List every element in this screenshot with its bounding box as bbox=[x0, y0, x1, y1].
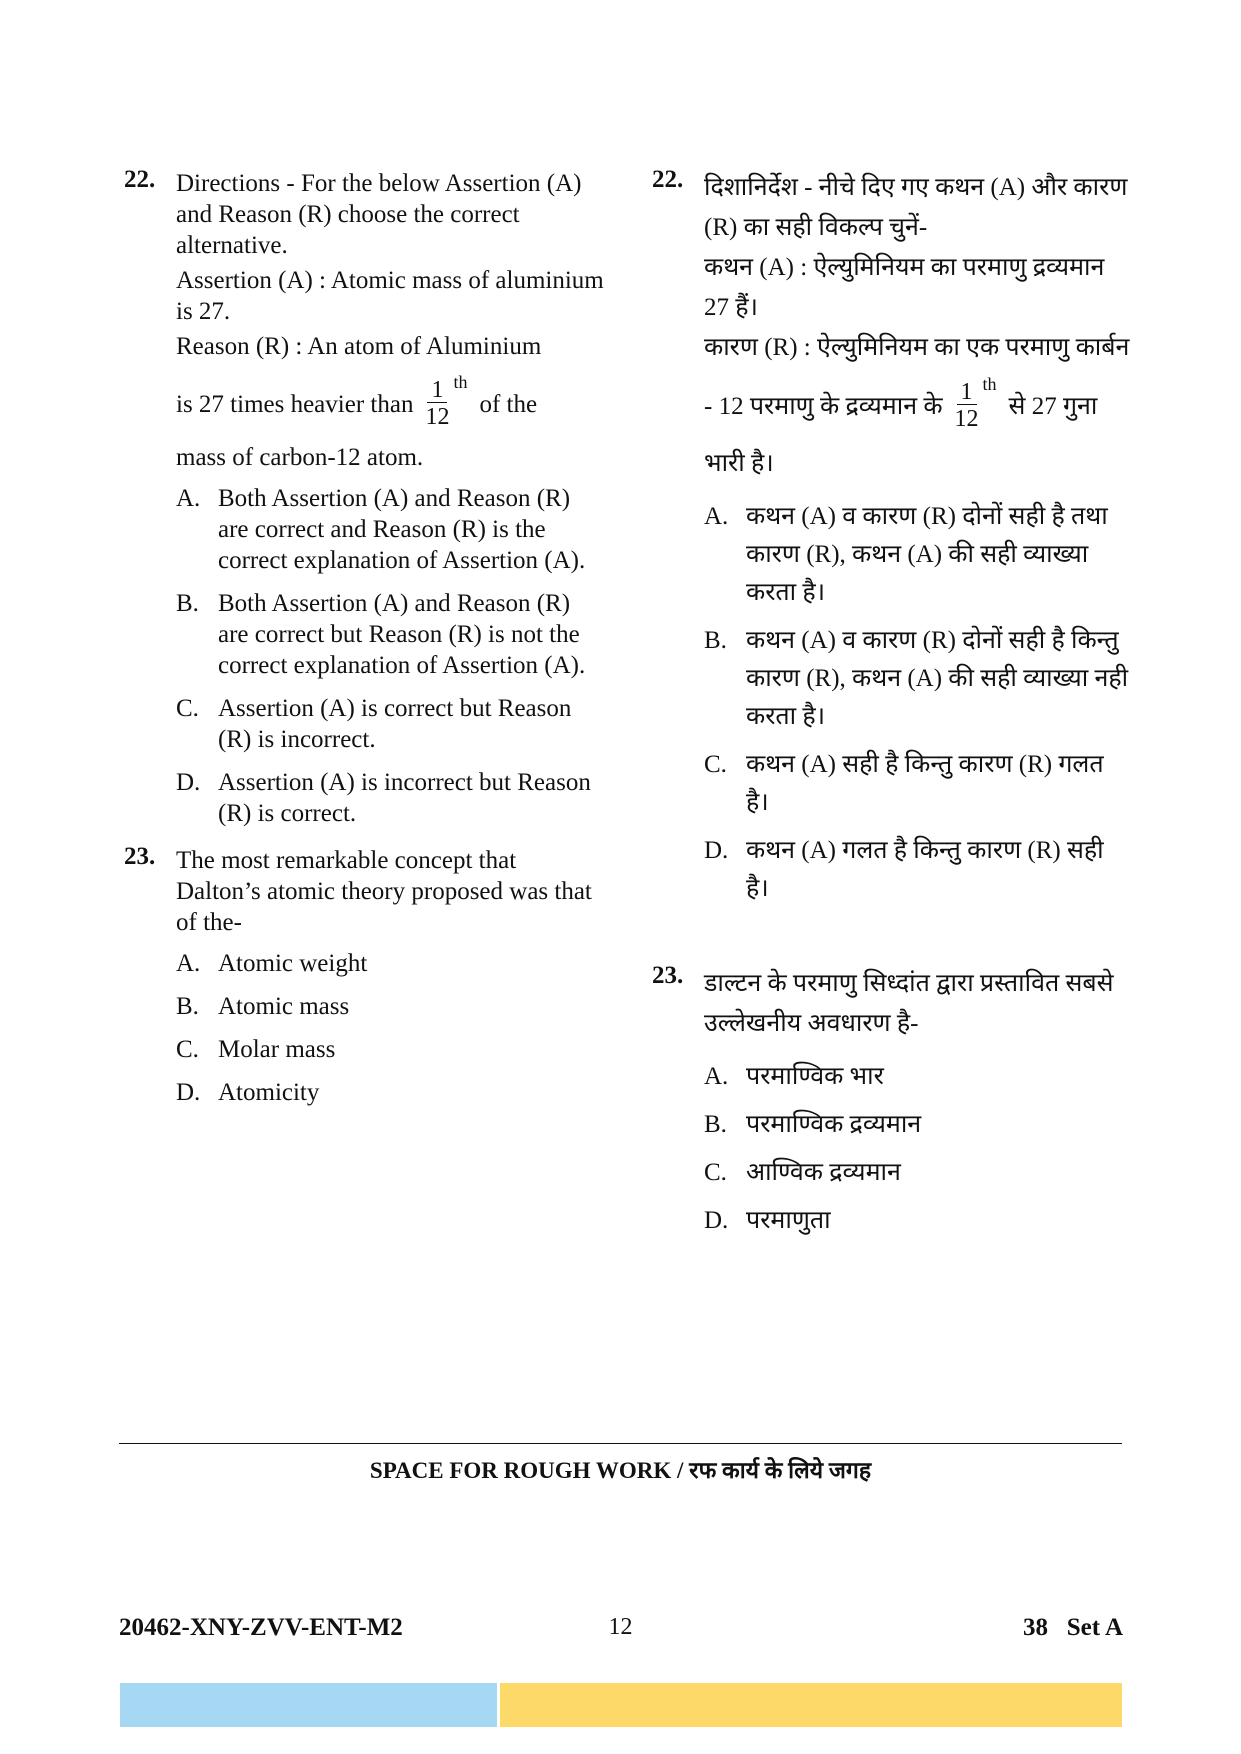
reason-mid-before: - 12 परमाणु के द्रव्यमान के bbox=[704, 392, 943, 420]
set-label: 38 Set A bbox=[1023, 1614, 1123, 1641]
option-a: A. Atomic weight bbox=[176, 950, 368, 977]
directions-text: दिशानिर्देश - नीचे दिए गए कथन (A) और कारण (R) का सही विकल्प चुनें- bbox=[704, 174, 1128, 241]
fraction-numerator: 1 bbox=[957, 380, 977, 405]
reason-fraction-line bbox=[176, 366, 604, 442]
options-list bbox=[704, 1058, 1132, 1240]
reason-text-end: mass of carbon-12 atom. bbox=[176, 444, 424, 471]
option-d: D. Atomicity bbox=[176, 1079, 320, 1106]
question-number: 23. bbox=[652, 962, 684, 989]
assertion-text: Assertion (A) : Atomic mass of aluminium is 27. bbox=[176, 267, 604, 325]
options-list bbox=[176, 948, 604, 1108]
question-22-en bbox=[124, 168, 604, 829]
option-d: D. परमाणुता bbox=[704, 1207, 831, 1234]
reason-fraction-line bbox=[704, 368, 1132, 444]
option-b: B. कथन (A) व कारण (R) दोनों सही है किन्तु कारण (R), कथन (A) की सही व्याख्या नही करता है। bbox=[704, 627, 1129, 730]
reason-mid-after: से 27 गुना bbox=[1008, 392, 1098, 420]
option-a: A. Both Assertion (A) and Reason (R) are correct and Reason (R) is the correct explanation of Assertion (A). bbox=[176, 485, 586, 574]
option-c: C. Molar mass bbox=[176, 1036, 336, 1063]
fraction-denominator: 12 bbox=[954, 405, 979, 432]
question-22-hi bbox=[652, 168, 1132, 908]
question-text: डाल्टन के परमाणु सिध्दांत द्वारा प्रस्तावित सबसे उल्लेखनीय अवधारण है- bbox=[704, 970, 1114, 1037]
question-23-en bbox=[124, 845, 604, 1108]
question-number: 23. bbox=[124, 843, 156, 870]
option-a: A. परमाण्विक भार bbox=[704, 1063, 884, 1090]
reason-mid-before: is 27 times heavier than bbox=[176, 390, 414, 418]
english-column bbox=[124, 168, 604, 1120]
reason-text-start: कारण (R) : ऐल्युमिनियम का एक परमाणु कार्बन bbox=[704, 334, 1130, 361]
footer-bar-yellow bbox=[500, 1683, 1122, 1727]
question-23-hi bbox=[652, 964, 1132, 1240]
fraction bbox=[955, 380, 979, 433]
question-number: 22. bbox=[124, 166, 156, 193]
directions-text: Directions - For the below Assertion (A) and Reason (R) choose the correct alternative. bbox=[176, 170, 582, 259]
assertion-text: कथन (A) : ऐल्युमिनियम का परमाणु द्रव्यमान 27 हैं। bbox=[704, 254, 1105, 321]
rough-work-divider bbox=[119, 1443, 1122, 1444]
reason-text-end: भारी है। bbox=[704, 450, 774, 477]
hindi-column bbox=[652, 168, 1132, 1250]
option-b: B. Both Assertion (A) and Reason (R) are correct but Reason (R) is not the correct explanation of Assertion (A). bbox=[176, 590, 586, 679]
question-number: 22. bbox=[652, 166, 684, 193]
options-list bbox=[704, 498, 1132, 908]
option-d: D. Assertion (A) is incorrect but Reason (R) is correct. bbox=[176, 769, 591, 827]
footer-bar-blue bbox=[120, 1683, 497, 1727]
option-b: B. Atomic mass bbox=[176, 993, 350, 1020]
option-b: B. परमाण्विक द्रव्यमान bbox=[704, 1111, 922, 1138]
fraction-denominator: 12 bbox=[425, 403, 450, 430]
paper-code: 20462-XNY-ZVV-ENT-M2 bbox=[119, 1614, 403, 1641]
page-number: 12 bbox=[608, 1614, 633, 1640]
option-d: D. कथन (A) गलत है किन्तु कारण (R) सही है। bbox=[704, 837, 1104, 902]
option-c: C. आण्विक द्रव्यमान bbox=[704, 1159, 901, 1186]
question-text: The most remarkable concept that Dalton’s atomic theory proposed was that of the- bbox=[176, 847, 592, 936]
reason-text-start: Reason (R) : An atom of Aluminium bbox=[176, 333, 542, 360]
fraction-superscript: th bbox=[982, 373, 997, 394]
options-list bbox=[176, 483, 604, 829]
fraction bbox=[425, 378, 449, 431]
fraction-numerator: 1 bbox=[427, 378, 447, 403]
fraction-superscript: th bbox=[453, 371, 468, 392]
option-a: A. कथन (A) व कारण (R) दोनों सही है तथा कारण (R), कथन (A) की सही व्याख्या करता है। bbox=[704, 503, 1108, 606]
option-c: C. कथन (A) सही है किन्तु कारण (R) गलत है। bbox=[704, 751, 1104, 816]
option-c: C. Assertion (A) is correct but Reason (R) is incorrect. bbox=[176, 695, 572, 753]
reason-mid-after: of the bbox=[479, 390, 538, 418]
rough-work-label: SPACE FOR ROUGH WORK / रफ कार्य के लिये जगह bbox=[369, 1458, 872, 1483]
